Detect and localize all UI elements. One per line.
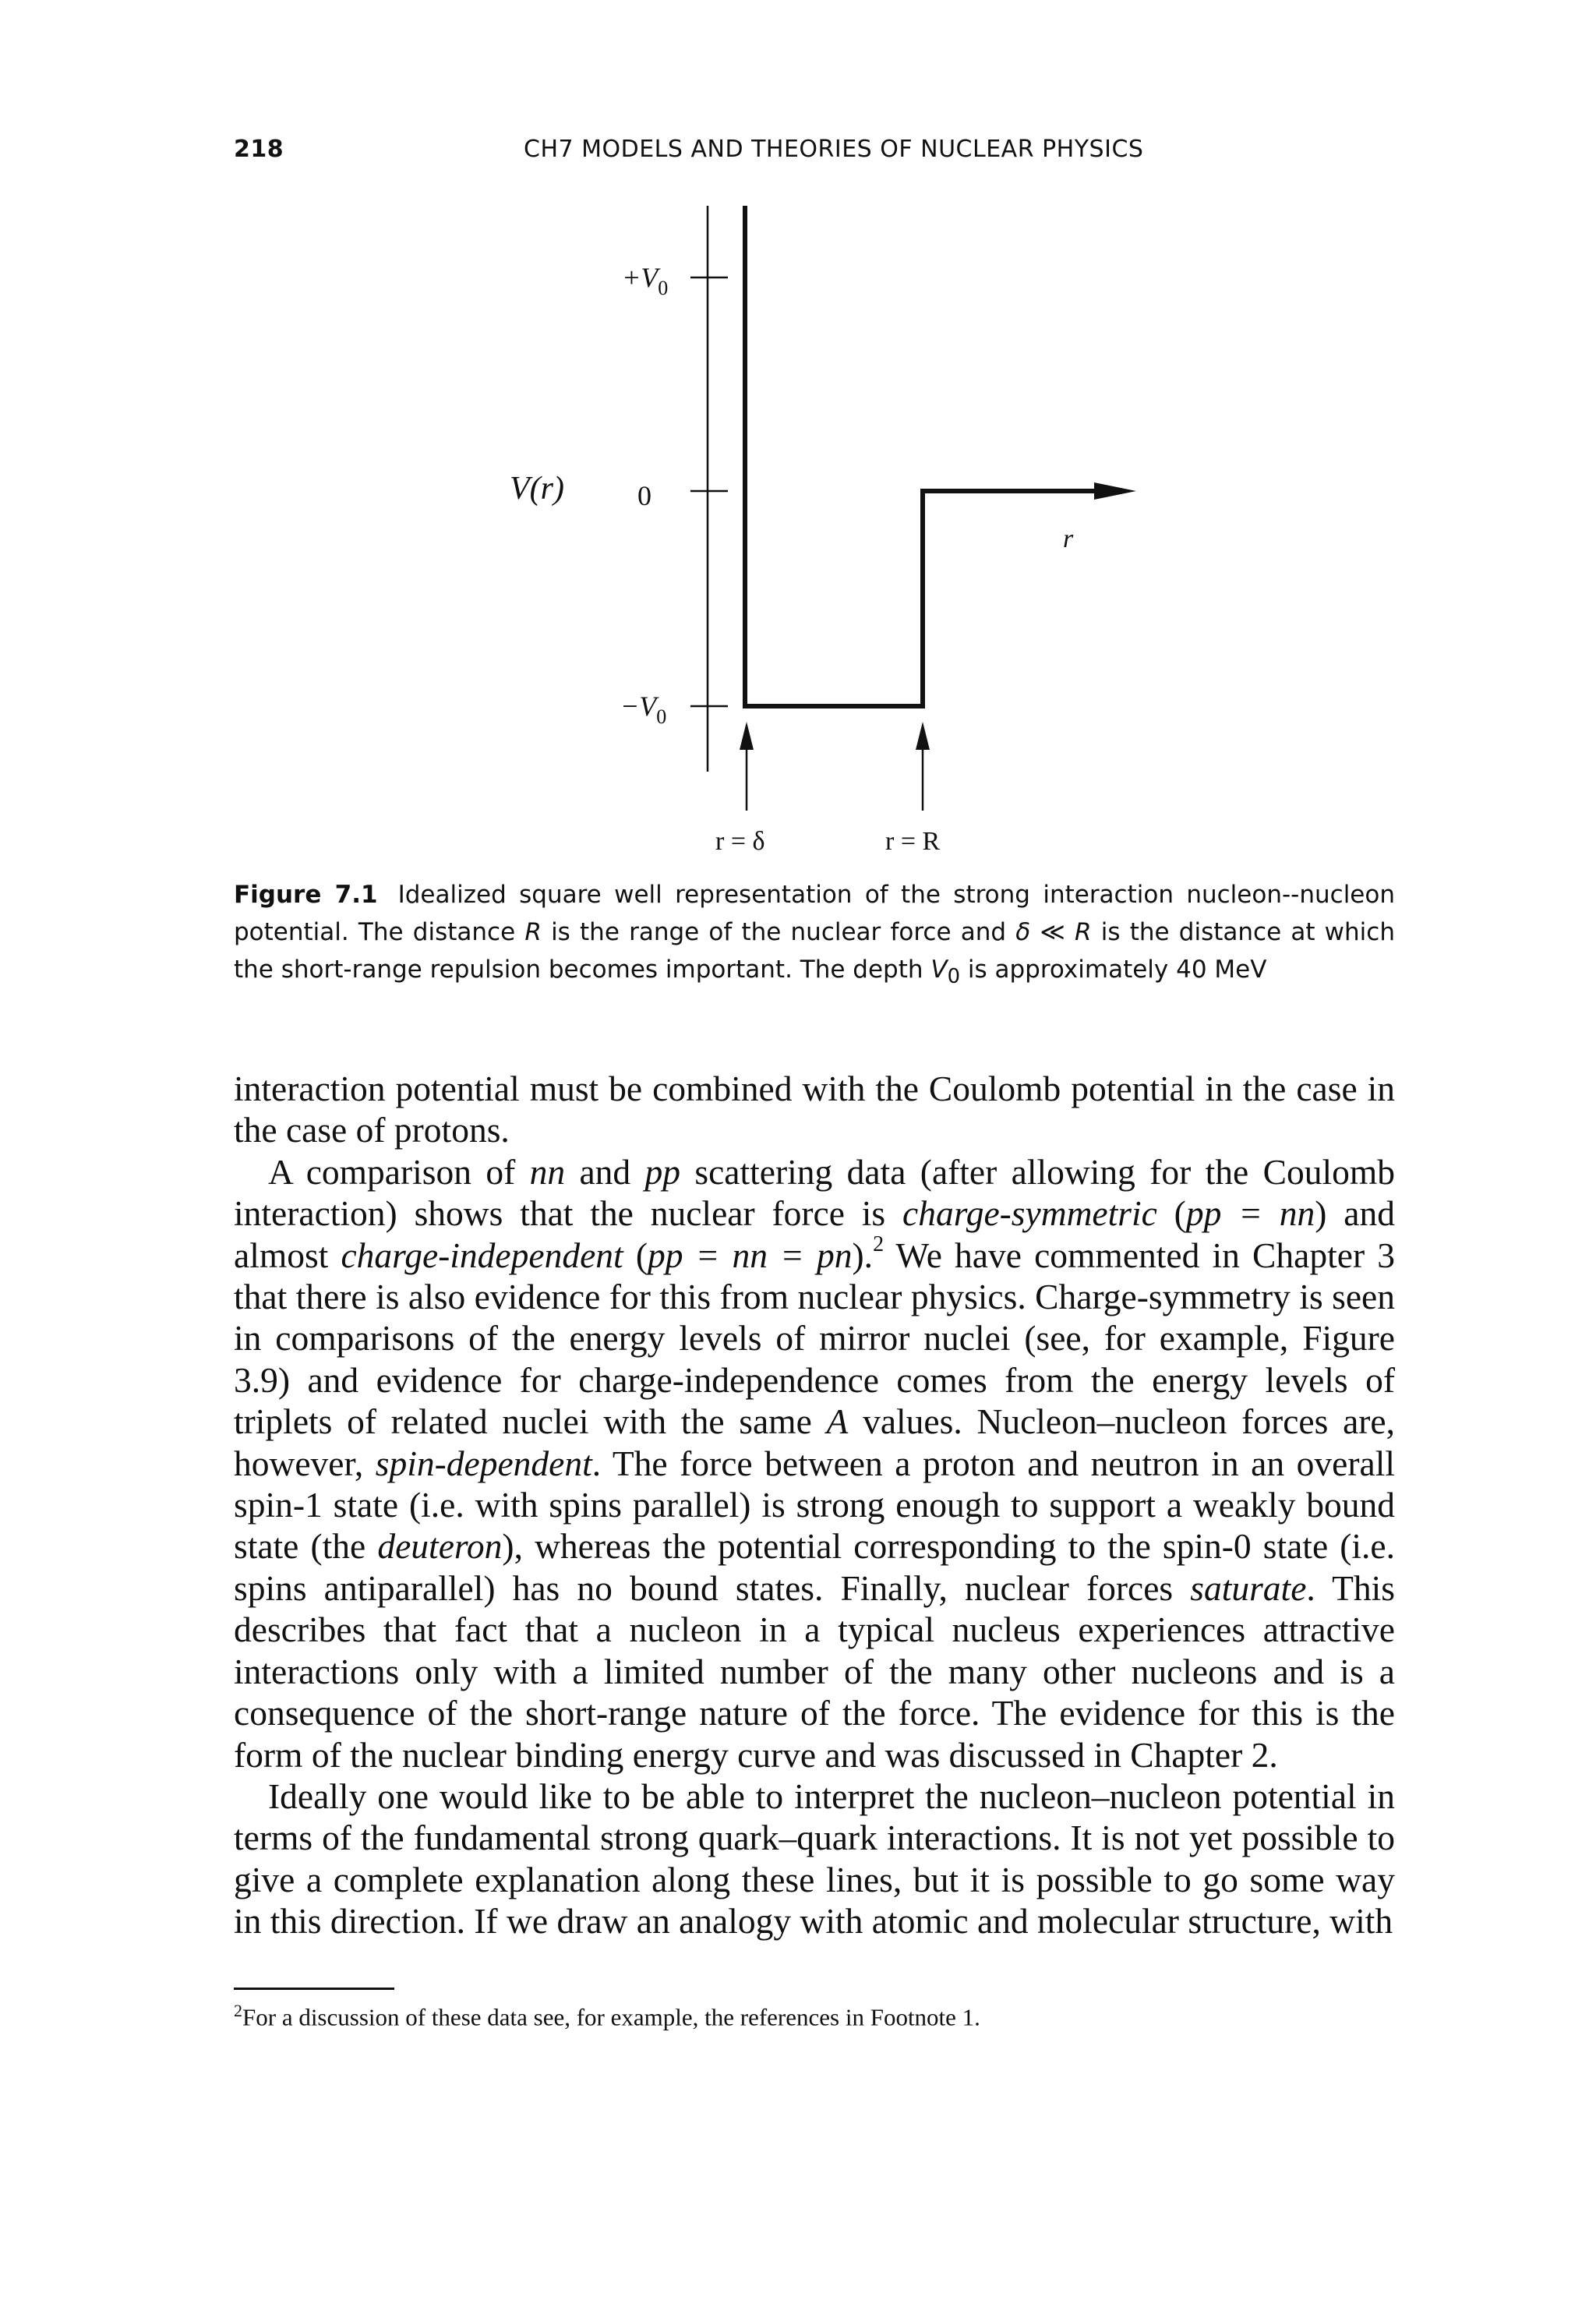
figure-label: Figure 7.1	[234, 881, 378, 909]
page-number: 218	[234, 136, 284, 163]
r-axis-arrowhead	[1094, 482, 1136, 500]
footnote-reference: 2	[873, 1232, 885, 1257]
marker-label-delta: r = δ	[715, 827, 765, 856]
footnote-mark: 2	[234, 2001, 242, 2020]
x-axis-label: r	[1063, 525, 1074, 553]
paragraph-3: Ideally one would like to be able to interpret the nucleon–nucleon potential in terms of the fundamental strong quark–quark interactions. It is not yet possible to give a complete explanation along these lines, but it is possible to go some way in this direction. If we draw an analogy with atomic and molecular structure, with	[234, 1776, 1395, 1942]
y-axis-label: V(r)	[510, 471, 564, 507]
figure-caption: Figure 7.1 Idealized square well representation of the strong interaction nucleon--nucleon potential. The distance R is the range of the nuclear force and δ ≪ R is the distance at which the short-range repulsion becomes important. The depth $V_0$ is approximately 40 MeV	[234, 881, 1395, 989]
delta-marker-arrowhead	[740, 722, 754, 750]
footnote-rule	[234, 1988, 394, 1990]
tick-label-minus-v0: $-V_0$	[620, 691, 667, 728]
marker-label-r: r = R	[885, 827, 941, 856]
footnote	[234, 1995, 1395, 2033]
tick-label-plus-v0: $+V_0$	[622, 262, 669, 299]
paragraph-1: interaction potential must be combined with the Coulomb potential in the case in the case of protons.	[234, 1069, 1395, 1150]
tick-label-zero: 0	[637, 480, 651, 511]
body-text	[234, 1068, 1395, 1942]
square-well-figure	[0, 0, 1596, 873]
paragraph-2: A comparison of nn and pp scattering data (after allowing for the Coulomb interaction) shows that the nuclear force is charge-symmetric (pp = nn) and almost charge-independent (pp = nn = pn).$^2$ We have commented in Chapter 3 that there is also evidence for this from nuclear physics. Charge-symmetry is seen in comparisons of the energy levels of mirror nuclei (see, for example, Figure 3.9) and evidence for charge-independence comes from the energy levels of triplets of related nuclei with the same A values. Nucleon–nucleon forces are, however, spin-dependent. The force between a proton and neutron in an overall spin-1 state (i.e. with spins parallel) is strong enough to support a weakly bound state (the deuteron), whereas the potential corresponding to the spin-0 state (i.e. spins antiparallel) has no bound states. Finally, nuclear forces saturate. This describes that fact that a nucleon in a typical nucleus experiences attractive interactions only with a limited number of the many other nucleons and is a consequence of the short-range nature of the force. The evidence for this is the form of the nuclear binding energy curve and was discussed in Chapter 2.	[234, 1151, 1395, 1775]
r-marker-arrowhead	[916, 722, 930, 750]
potential-curve	[745, 206, 1097, 706]
running-title: CH7 MODELS AND THEORIES OF NUCLEAR PHYSICS	[524, 136, 1144, 163]
footnote-text: For a discussion of these data see, for example, the references in Footnote 1.	[242, 2003, 980, 2031]
